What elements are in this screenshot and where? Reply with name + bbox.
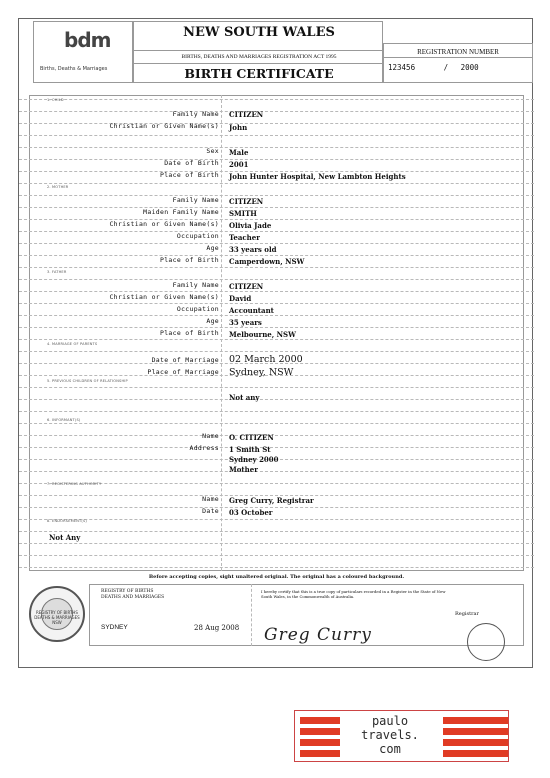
registry-seal-icon — [29, 586, 85, 642]
rule — [19, 555, 534, 556]
brand-line1: paulo — [371, 714, 409, 728]
rule — [19, 327, 534, 328]
child-family-name: CITIZEN — [229, 110, 264, 119]
registration-label: REGISTRATION NUMBER — [384, 44, 532, 58]
rule — [19, 543, 534, 544]
informant-name-label: Name — [202, 432, 219, 440]
mother-occupation: Teacher — [229, 233, 260, 242]
informant-address-label: Address — [189, 444, 219, 452]
rule — [19, 471, 534, 472]
informant-address-line2: Sydney 2000 — [229, 455, 279, 464]
father-occupation: Accountant — [229, 306, 274, 315]
rule — [19, 315, 534, 316]
bdm-logo — [33, 21, 133, 83]
registry-office-line2: DEATHS AND MARRIAGES — [101, 595, 165, 600]
father-occupation-label: Occupation — [176, 305, 219, 313]
mother-maiden-label: Maiden Family Name — [143, 208, 219, 216]
registration-separator: / — [443, 63, 449, 72]
child-sex: Male — [229, 148, 249, 157]
rule — [19, 411, 534, 412]
section-informant: 6. INFORMANT(S) — [47, 418, 81, 422]
rule — [19, 291, 534, 292]
brand-text — [340, 714, 440, 756]
registration-year: 2000 — [460, 63, 479, 72]
rule — [19, 387, 534, 388]
rule — [19, 231, 534, 232]
rule — [19, 159, 534, 160]
mother-maiden-name: SMITH — [229, 209, 257, 218]
rule — [19, 219, 534, 220]
logo-stripes-left — [300, 717, 340, 755]
mother-occupation-label: Occupation — [176, 232, 219, 240]
certificate-sheet — [18, 18, 533, 668]
father-family-name: CITIZEN — [229, 282, 264, 291]
mother-pob: Camperdown, NSW — [229, 257, 305, 266]
child-sex-label: Sex — [206, 147, 219, 155]
rule — [19, 303, 534, 304]
authority-date-label: Date — [202, 507, 219, 515]
brand-line2: travels. — [361, 728, 419, 742]
rule — [19, 279, 534, 280]
rule — [19, 519, 534, 520]
certification-text: I hereby certify that this is a true copy of particulars recorded in a Register in the State of New South Wales, in the Commonwealth of Australia. — [261, 589, 446, 599]
brand-line3: com — [379, 742, 401, 756]
father-given-label: Christian or Given Name(s) — [109, 293, 219, 301]
registration-number: 123456 — [388, 63, 416, 72]
authority-name-label: Name — [202, 495, 219, 503]
rule — [19, 111, 534, 112]
rule — [19, 423, 534, 424]
stamp-circle — [467, 623, 505, 661]
mother-given-label: Christian or Given Name(s) — [109, 220, 219, 228]
informant-address-line1: 1 Smith St — [229, 445, 271, 454]
paulotravels-logo — [294, 710, 509, 762]
footer-divider — [251, 584, 252, 646]
seal-text: REGISTRY OF BIRTHS DEATHS & MARRIAGES NSW — [34, 610, 80, 625]
rule — [19, 255, 534, 256]
mother-family-name-label: Family Name — [172, 196, 219, 204]
child-pob: John Hunter Hospital, New Lambton Heights — [229, 172, 406, 181]
section-registering-authority: 7. REGISTERING AUTHORITY — [47, 482, 102, 486]
child-given-label: Christian or Given Name(s) — [109, 122, 219, 130]
child-pob-label: Place of Birth — [160, 171, 219, 179]
informant-name: O. CITIZEN — [229, 433, 274, 442]
marriage-date: 02 March 2000 — [229, 354, 303, 365]
mother-age: 33 years old — [229, 245, 277, 254]
marriage-date-label: Date of Marriage — [151, 356, 219, 364]
mother-age-label: Age — [206, 244, 219, 252]
registrar-signature: Greg Curry — [264, 625, 372, 645]
registration-value — [384, 58, 532, 72]
registrar-label: Registrar — [455, 611, 479, 617]
marriage-place-label: Place of Marriage — [147, 368, 219, 376]
section-father: 3. FATHER — [47, 270, 67, 274]
rule — [19, 351, 534, 352]
certificate-header — [19, 19, 534, 87]
logo-caption: Births, Deaths & Marriages — [40, 66, 108, 72]
rule — [19, 147, 534, 148]
informant-relation: Mother — [229, 465, 258, 474]
rule — [19, 567, 534, 568]
father-pob-label: Place of Birth — [160, 329, 219, 337]
column-divider — [221, 95, 222, 571]
mother-given-name: Olivia Jade — [229, 221, 272, 230]
rule — [19, 123, 534, 124]
rule — [19, 435, 534, 436]
issue-date: 28 Aug 2008 — [194, 624, 240, 632]
authority-date: 03 October — [229, 508, 273, 517]
issue-city: SYDNEY — [101, 624, 128, 631]
child-given-name: John — [229, 123, 248, 132]
document-title: BIRTH CERTIFICATE — [184, 66, 334, 81]
child-dob: 2001 — [229, 160, 249, 169]
rule — [19, 339, 534, 340]
rule — [19, 99, 534, 100]
section-child: 1. CHILD — [47, 98, 64, 102]
mother-pob-label: Place of Birth — [160, 256, 219, 264]
previous-children: Not any — [229, 393, 260, 402]
authority-name: Greg Curry, Registrar — [229, 496, 314, 505]
section-marriage: 4. MARRIAGE OF PARENTS — [47, 342, 98, 346]
logo-stripes-right — [443, 717, 508, 755]
registry-office — [101, 589, 164, 601]
rule — [19, 207, 534, 208]
section-mother: 2. MOTHER — [47, 185, 69, 189]
rule — [19, 243, 534, 244]
rule — [19, 135, 534, 136]
state-title: NEW SOUTH WALES — [183, 25, 335, 40]
logo-mark: bdm — [64, 28, 111, 52]
title-block — [133, 21, 383, 83]
rule — [19, 531, 534, 532]
rule — [19, 507, 534, 508]
registration-number-box — [383, 43, 533, 83]
section-endorsements: 8. ENDORSEMENT(S) — [47, 519, 87, 523]
child-family-name-label: Family Name — [172, 110, 219, 118]
rule — [19, 195, 534, 196]
father-family-name-label: Family Name — [172, 281, 219, 289]
endorsements-value: Not Any — [49, 533, 81, 542]
rule — [19, 399, 534, 400]
father-pob: Melbourne, NSW — [229, 330, 296, 339]
father-age: 35 years — [229, 318, 262, 327]
section-previous-children: 5. PREVIOUS CHILDREN OF RELATIONSHIP — [47, 379, 128, 383]
rule — [19, 447, 534, 448]
registry-office-line1: REGISTRY OF BIRTHS — [101, 589, 154, 594]
father-given-name: David — [229, 294, 252, 303]
act-line: BIRTHS, DEATHS AND MARRIAGES REGISTRATION ACT 1995 — [134, 50, 384, 64]
marriage-place: Sydney, NSW — [229, 367, 294, 378]
rule — [19, 267, 534, 268]
child-dob-label: Date of Birth — [164, 159, 219, 167]
footer-note: Before accepting copies, sight unaltered original. The original has a coloured background. — [148, 574, 405, 580]
father-age-label: Age — [206, 317, 219, 325]
mother-family-name: CITIZEN — [229, 197, 264, 206]
rule — [19, 183, 534, 184]
